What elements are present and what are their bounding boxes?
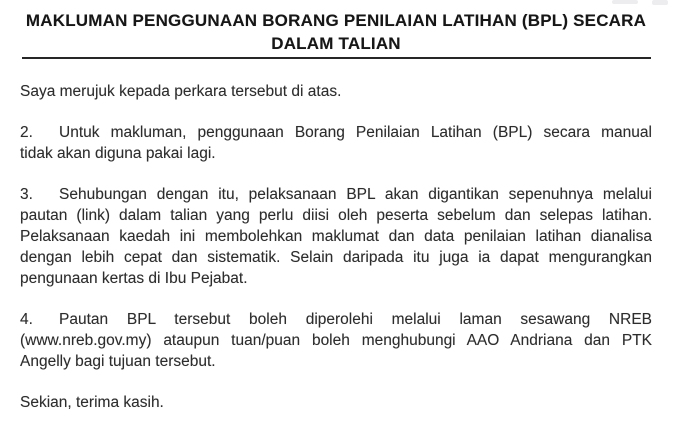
paragraph-line bbox=[20, 309, 652, 330]
paragraph-number: 3. bbox=[20, 186, 33, 203]
paragraph-line: Saya merujuk kepada perkara tersebut di atas. bbox=[20, 83, 342, 100]
paragraph-line: pautan (link) dalam talian yang perlu diisi oleh peserta sebelum dan selepas latihan. bbox=[20, 207, 652, 224]
paragraph-text: Untuk makluman, penggunaan Borang Penilaian Latihan (BPL) secara manual bbox=[59, 124, 652, 141]
document-title bbox=[20, 9, 652, 55]
paragraph-line: Angelly bagi tujuan tersebut. bbox=[20, 353, 216, 370]
document-header bbox=[20, 9, 652, 55]
header-divider bbox=[22, 57, 651, 59]
paragraph-line: dengan lebih cepat dan sistematik. Selain daripada itu juga ia dapat mengurangkan bbox=[20, 249, 652, 266]
paragraph-line bbox=[20, 184, 652, 205]
paragraph-line bbox=[20, 122, 652, 143]
paragraph bbox=[20, 184, 652, 289]
paragraph bbox=[20, 81, 652, 102]
paragraph-line: (www.nreb.gov.my) ataupun tuan/puan boleh menghubungi AAO Andriana dan PTK bbox=[20, 332, 652, 349]
paragraph-text: Pautan BPL tersebut boleh diperolehi melalui laman sesawang NREB bbox=[59, 311, 652, 328]
paragraph bbox=[20, 122, 652, 164]
scan-artifact bbox=[652, 0, 668, 5]
title-line: DALAM TALIAN bbox=[271, 34, 401, 53]
scan-artifact bbox=[612, 0, 638, 4]
title-line: MAKLUMAN PENGGUNAAN BORANG PENILAIAN LATIHAN (BPL) SECARA bbox=[25, 11, 647, 30]
paragraph-line: Pelaksanaan kaedah ini membolehkan maklumat dan data penilaian latihan dianalisa bbox=[20, 228, 652, 245]
closing-line: Sekian, terima kasih. bbox=[20, 394, 164, 411]
paragraph-number: 2. bbox=[20, 124, 33, 141]
paragraph bbox=[20, 309, 652, 372]
paragraph-line: pengunaan kertas di Ibu Pejabat. bbox=[20, 270, 248, 287]
paragraph-text: Sehubungan dengan itu, pelaksanaan BPL akan digantikan sepenuhnya melalui bbox=[59, 186, 652, 203]
paragraph-line: tidak akan diguna pakai lagi. bbox=[20, 145, 216, 162]
document-body bbox=[20, 81, 652, 372]
paragraph-number: 4. bbox=[20, 311, 33, 328]
